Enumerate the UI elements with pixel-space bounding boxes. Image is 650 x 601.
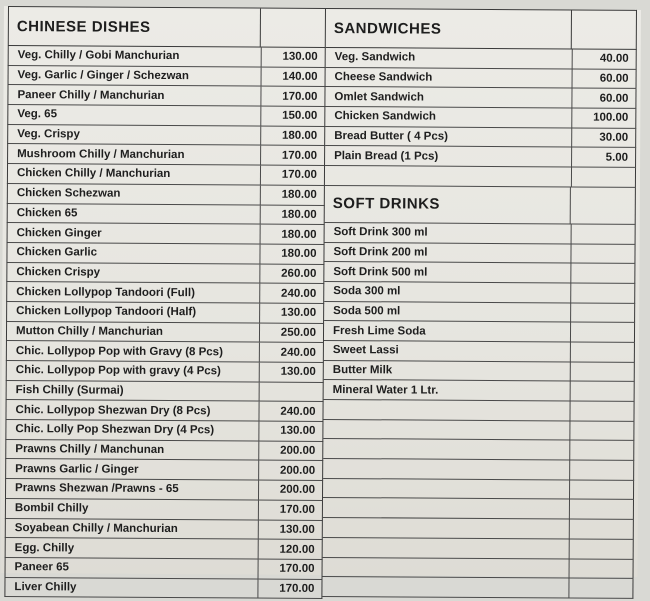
sandwiches-title: SANDWICHES xyxy=(326,9,572,49)
menu-item-row xyxy=(325,127,636,149)
menu-item-name: Soda 500 ml xyxy=(324,302,571,322)
menu-item-name: Chic. Lollypop Shezwan Dry (8 Pcs) xyxy=(6,400,259,420)
menu-item-price: 60.00 xyxy=(572,89,635,108)
menu-item-name: Egg. Chilly xyxy=(6,538,259,558)
menu-item-row xyxy=(7,164,325,186)
menu-item-row xyxy=(7,125,325,147)
menu-item-row xyxy=(6,361,324,383)
menu-item-row xyxy=(6,282,324,304)
sandwiches-header xyxy=(326,8,637,50)
menu-item-price: 40.00 xyxy=(573,49,636,68)
menu-item-row xyxy=(5,400,323,422)
menu-item-row xyxy=(325,87,636,109)
menu-item-name: Chicken Ginger xyxy=(8,223,261,243)
menu-item-row xyxy=(324,321,635,343)
menu-item-name: Soft Drink 200 ml xyxy=(324,242,571,262)
menu-item-row xyxy=(324,361,635,383)
menu-item-row xyxy=(5,558,323,580)
menu-item-name: Bread Butter ( 4 Pcs) xyxy=(325,127,572,147)
menu-item-name: Prawns Chilly / Manchunan xyxy=(6,440,259,460)
header-price-cell xyxy=(261,9,325,47)
blank-row xyxy=(323,439,634,461)
menu-item-price: 180.00 xyxy=(261,205,324,224)
menu-item-name: Chicken Lollypop Tandoori (Half) xyxy=(7,302,260,322)
chinese-dishes-title: CHINESE DISHES xyxy=(9,7,261,47)
menu-item-name: Chicken Sandwich xyxy=(325,107,572,127)
menu-item-name: Mutton Chilly / Manchurian xyxy=(7,322,260,342)
menu-item-price: 170.00 xyxy=(259,500,322,519)
menu-item-price: 170.00 xyxy=(261,166,324,185)
menu-item-name: Cheese Sandwich xyxy=(326,68,573,88)
menu-item-price: 200.00 xyxy=(259,461,322,480)
menu-item-name: Liver Chilly xyxy=(5,578,258,598)
chinese-dishes-list xyxy=(4,46,325,599)
menu-item-price: 150.00 xyxy=(261,107,324,126)
menu-item-row xyxy=(4,578,322,600)
menu-item-row xyxy=(6,243,324,265)
menu-item-row xyxy=(7,105,325,127)
menu-item-row xyxy=(7,85,325,107)
menu-item-row xyxy=(8,66,326,88)
menu-item-price xyxy=(571,342,634,361)
menu-item-price xyxy=(572,224,635,243)
menu-item-name: Paneer Chilly / Manchurian xyxy=(8,85,261,105)
blank-row xyxy=(322,577,633,599)
menu-item-name: Soda 300 ml xyxy=(324,282,571,302)
menu-item-name: Soft Drink 500 ml xyxy=(324,262,571,282)
menu-item-row xyxy=(5,479,323,501)
menu-item-name: Soft Drink 300 ml xyxy=(325,223,572,243)
menu-item-name: Veg. Chilly / Gobi Manchurian xyxy=(9,46,262,66)
menu-item-price: 140.00 xyxy=(262,67,325,86)
blank-row xyxy=(323,557,634,579)
menu-item-row xyxy=(5,440,323,462)
menu-item-row xyxy=(6,322,324,344)
soft-drinks-list xyxy=(324,223,636,402)
menu-item-price: 180.00 xyxy=(261,185,324,204)
menu-item-name: Chic. Lollypop Pop with gravy (4 Pcs) xyxy=(7,361,260,381)
menu-item-row xyxy=(324,282,635,304)
menu-item-name: Chicken Garlic xyxy=(7,243,260,263)
chinese-dishes-section xyxy=(4,6,326,599)
blank-row xyxy=(323,538,634,560)
right-column xyxy=(322,8,637,599)
menu-item-row xyxy=(5,499,323,521)
menu-item-name: Chicken Lollypop Tandoori (Full) xyxy=(7,282,260,302)
sandwiches-list xyxy=(325,48,637,168)
menu-item-row xyxy=(325,223,636,245)
menu-item-name: Bombil Chilly xyxy=(6,499,259,519)
menu-item-row xyxy=(7,223,325,245)
menu-item-row xyxy=(326,48,637,70)
blank-row xyxy=(323,420,634,442)
chinese-dishes-header xyxy=(8,6,326,48)
menu-item-name: Veg. 65 xyxy=(8,105,261,125)
menu-item-name: Sweet Lassi xyxy=(324,341,571,361)
menu-item-row xyxy=(325,146,636,168)
menu-item-price: 200.00 xyxy=(259,441,322,460)
menu-item-price xyxy=(260,382,323,401)
menu-item-price: 60.00 xyxy=(573,69,636,88)
menu-item-price: 240.00 xyxy=(260,284,323,303)
menu-item-name: Veg. Garlic / Ginger / Schezwan xyxy=(9,66,262,86)
menu-item-price: 240.00 xyxy=(260,343,323,362)
menu-item-name: Omlet Sandwich xyxy=(325,87,572,107)
menu-item-row xyxy=(5,519,323,541)
menu-item-row xyxy=(7,144,325,166)
menu-item-name: Prawns Garlic / Ginger xyxy=(6,459,259,479)
menu-item-price: 170.00 xyxy=(261,87,324,106)
menu-item-price: 180.00 xyxy=(261,126,324,145)
menu-item-name: Mineral Water 1 Ltr. xyxy=(324,380,571,400)
menu-item-row xyxy=(325,107,636,129)
menu-item-price: 130.00 xyxy=(260,363,323,382)
menu-item-price: 180.00 xyxy=(261,225,324,244)
menu-item-price xyxy=(571,244,634,263)
menu-item-price xyxy=(571,283,634,302)
menu-item-name: Veg. Sandwich xyxy=(326,48,573,68)
menu-item-row xyxy=(324,380,635,402)
menu-item-price: 170.00 xyxy=(261,146,324,165)
menu-item-name: Chicken 65 xyxy=(8,204,261,224)
blank-row xyxy=(323,479,634,501)
menu-item-name: Chic. Lolly Pop Shezwan Dry (4 Pcs) xyxy=(6,420,259,440)
blank-row xyxy=(323,459,634,481)
menu-item-price: 120.00 xyxy=(259,540,322,559)
menu-item-row xyxy=(324,242,635,264)
menu-item-row xyxy=(6,341,324,363)
menu-item-name: Fresh Lime Soda xyxy=(324,321,571,341)
menu-item-row xyxy=(5,538,323,560)
menu-item-price: 170.00 xyxy=(259,559,322,578)
menu-sheet xyxy=(1,6,641,577)
menu-item-price: 180.00 xyxy=(260,244,323,263)
menu-item-name: Butter Milk xyxy=(324,361,571,381)
menu-item-name: Plain Bread (1 Pcs) xyxy=(325,146,572,166)
menu-item-name: Fish Chilly (Surmai) xyxy=(7,381,260,401)
menu-item-price xyxy=(571,382,634,401)
menu-item-price: 5.00 xyxy=(572,148,635,167)
soft-drinks-header xyxy=(325,186,636,225)
menu-item-price: 100.00 xyxy=(572,109,635,128)
menu-item-price: 30.00 xyxy=(572,128,635,147)
menu-item-row xyxy=(5,459,323,481)
menu-item-row xyxy=(324,302,635,324)
menu-item-row xyxy=(326,68,637,90)
menu-item-price: 240.00 xyxy=(259,402,322,421)
menu-item-price xyxy=(571,303,634,322)
menu-item-name: Chic. Lollypop Pop with Gravy (8 Pcs) xyxy=(7,341,260,361)
menu-item-price: 130.00 xyxy=(260,304,323,323)
menu-item-price: 250.00 xyxy=(260,323,323,342)
menu-item-price xyxy=(571,264,634,283)
menu-item-name: Chicken Schezwan xyxy=(8,184,261,204)
blank-row xyxy=(323,518,634,540)
menu-item-price: 170.00 xyxy=(258,579,321,598)
menu-item-name: Chicken Crispy xyxy=(7,263,260,283)
soft-drinks-title: SOFT DRINKS xyxy=(325,186,571,224)
menu-item-row xyxy=(6,381,324,403)
blank-row xyxy=(323,498,634,520)
menu-item-price xyxy=(571,323,634,342)
header-price-cell xyxy=(572,10,636,48)
menu-item-row xyxy=(8,46,326,68)
menu-item-row xyxy=(5,420,323,442)
menu-item-price: 200.00 xyxy=(259,481,322,500)
menu-item-row xyxy=(324,341,635,363)
menu-item-price: 130.00 xyxy=(262,48,325,67)
menu-item-name: Prawns Shezwan /Prawns - 65 xyxy=(6,479,259,499)
menu-item-row xyxy=(7,204,325,226)
menu-item-price xyxy=(571,362,634,381)
menu-item-row xyxy=(7,184,325,206)
blank-rows xyxy=(322,400,634,599)
menu-item-row xyxy=(6,263,324,285)
menu-item-price: 130.00 xyxy=(259,520,322,539)
menu-item-name: Veg. Crispy xyxy=(8,125,261,145)
menu-item-name: Paneer 65 xyxy=(6,558,259,578)
menu-item-name: Chicken Chilly / Manchurian xyxy=(8,164,261,184)
blank-row xyxy=(323,400,634,422)
menu-item-row xyxy=(324,262,635,284)
menu-item-name: Mushroom Chilly / Manchurian xyxy=(8,144,261,164)
menu-item-price: 130.00 xyxy=(259,422,322,441)
menu-item-row xyxy=(6,302,324,324)
blank-row xyxy=(325,166,636,188)
menu-item-name: Soyabean Chilly / Manchurian xyxy=(6,519,259,539)
menu-item-price: 260.00 xyxy=(260,264,323,283)
